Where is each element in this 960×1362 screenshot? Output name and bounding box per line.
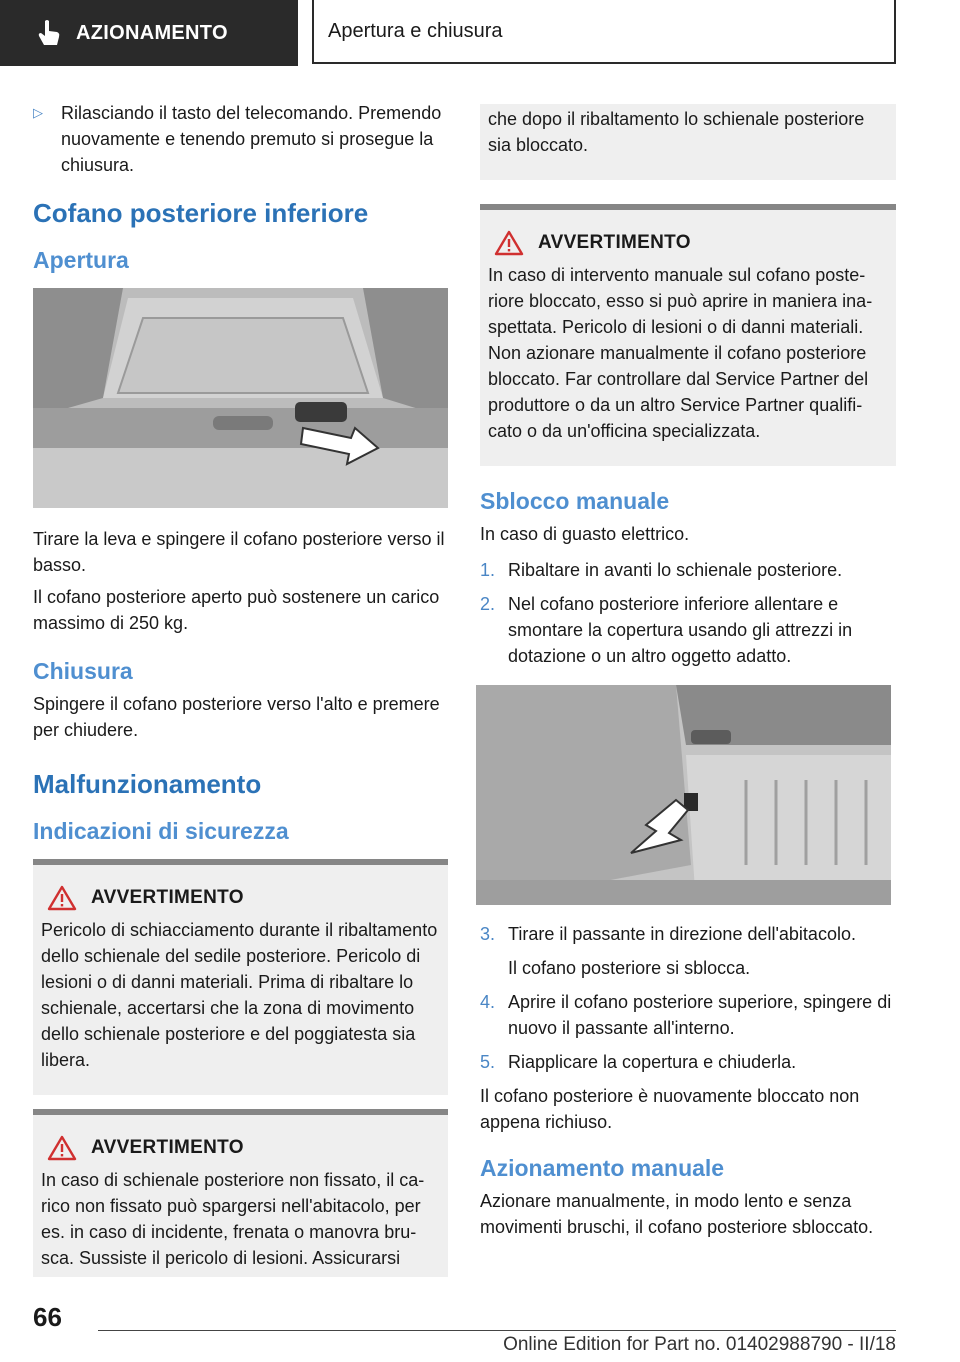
trunk-side-photo: [476, 685, 891, 905]
warning-triangle-icon: [47, 1135, 77, 1161]
section-tab-label: AZIONAMENTO: [76, 21, 228, 44]
warning-text: Pericolo di schiacciamento durante il ribaltamento dello schienale del sedile posteriore. Pericolo di lesioni o di danni materiali. Prima di ribaltare lo schienale, accertarsi che la zona di movimento dello schienale posteriore e del poggiatesta sia libera.: [41, 920, 438, 1070]
step-number: 4.: [480, 992, 496, 1012]
step-number: 5.: [480, 1052, 496, 1072]
subheading-sicurezza: Indicazioni di sicurezza: [33, 818, 289, 844]
step-item: [480, 989, 896, 1041]
edition-footer: Online Edition for Part no. 01402988790 - II/18: [503, 1334, 896, 1355]
warning-header: [41, 885, 440, 911]
step-text: Riapplicare la copertura e chiuderla.: [508, 1052, 797, 1072]
step-text: Nel cofano posteriore inferiore allentare e smontare la copertura usando gli attrezzi in dotazione o un altro oggetto adatto.: [508, 594, 853, 666]
triangle-bullet-icon: ▷: [33, 105, 43, 120]
subheading-sblocco: Sblocco manuale: [480, 488, 670, 514]
warning-text: In caso di schienale posteriore non fissato, il carico non fissato può spargersi nell'abitacolo, per es. in caso di incidente, frenata o manovra brusca. Sussiste il pericolo di lesioni. Assicurarsi: [41, 1170, 425, 1268]
paragraph: Il cofano posteriore aperto può sostenere un carico massimo di 250 kg.: [33, 587, 440, 633]
warning-triangle-icon: [47, 885, 77, 911]
warning-box: [480, 204, 896, 466]
step-item: [480, 591, 896, 669]
list-item: [33, 100, 448, 178]
section-heading-malfunzionamento: Malfunzionamento: [33, 769, 262, 799]
warning-triangle-icon: [494, 230, 524, 256]
right-column: [480, 104, 896, 1246]
warning-title: AVVERTIMENTO: [538, 232, 691, 253]
list-item-text: Rilasciando il tasto del telecomando. Premendo nuovamente e tenendo premuto si prosegue la chiusura.: [61, 103, 442, 175]
trunk-floor-photo: [33, 288, 448, 508]
step-item: [480, 1049, 896, 1075]
page-number: 66: [33, 1302, 62, 1332]
step-number: 2.: [480, 594, 496, 614]
warning-title: AVVERTIMENTO: [91, 887, 244, 908]
warning-title: AVVERTIMENTO: [91, 1137, 244, 1158]
paragraph: Il cofano posteriore è nuovamente bloccato non appena richiuso.: [480, 1086, 860, 1132]
step-item: [480, 557, 896, 583]
step-number: 3.: [480, 924, 496, 944]
left-column: [33, 100, 448, 1277]
step-result: Il cofano posteriore si sblocca.: [508, 958, 751, 978]
step-text: Ribaltare in avanti lo schienale posteriore.: [508, 560, 843, 580]
step-item: [480, 921, 896, 947]
footer-divider: [98, 1330, 896, 1331]
step-text: Aprire il cofano posteriore superiore, spingere di nuovo il passante all'interno.: [508, 992, 892, 1038]
warning-box: [33, 1109, 448, 1277]
step-number: 1.: [480, 560, 496, 580]
paragraph: Azionare manualmente, in modo lento e senza movimenti bruschi, il cofano posteriore sbloccato.: [480, 1191, 874, 1237]
subheading-apertura: Apertura: [33, 247, 129, 273]
chapter-title: Apertura e chiusura: [312, 0, 896, 64]
paragraph: In caso di guasto elettrico.: [480, 524, 690, 544]
section-tab: [0, 0, 298, 66]
subheading-chiusura: Chiusura: [33, 658, 133, 684]
warning-box: [33, 859, 448, 1095]
step-text: Tirare il passante in direzione dell'abitacolo.: [508, 924, 856, 944]
warning-text: In caso di intervento manuale sul cofano posteriore bloccato, esso si può aprire in maniera inaspettata. Pericolo di lesioni o di danni materiali. Non azionare manualmente il cofano posteriore bloccato. Far controllare dal Service Partner del produttore o da un altro Service Partner qualificato o da un'officina specializzata.: [488, 265, 873, 441]
section-heading-cofano: Cofano posteriore inferiore: [33, 198, 369, 228]
subheading-azionamento: Azionamento manuale: [480, 1155, 725, 1181]
warning-continuation: che dopo il ribaltamento lo schienale posteriore sia bloccato.: [480, 104, 896, 180]
paragraph: Tirare la leva e spingere il cofano posteriore verso il basso.: [33, 529, 445, 575]
pointing-hand-icon: [34, 18, 64, 48]
warning-header: [488, 230, 888, 256]
paragraph: Spingere il cofano posteriore verso l'alto e premere per chiudere.: [33, 694, 440, 740]
warning-header: [41, 1135, 440, 1161]
